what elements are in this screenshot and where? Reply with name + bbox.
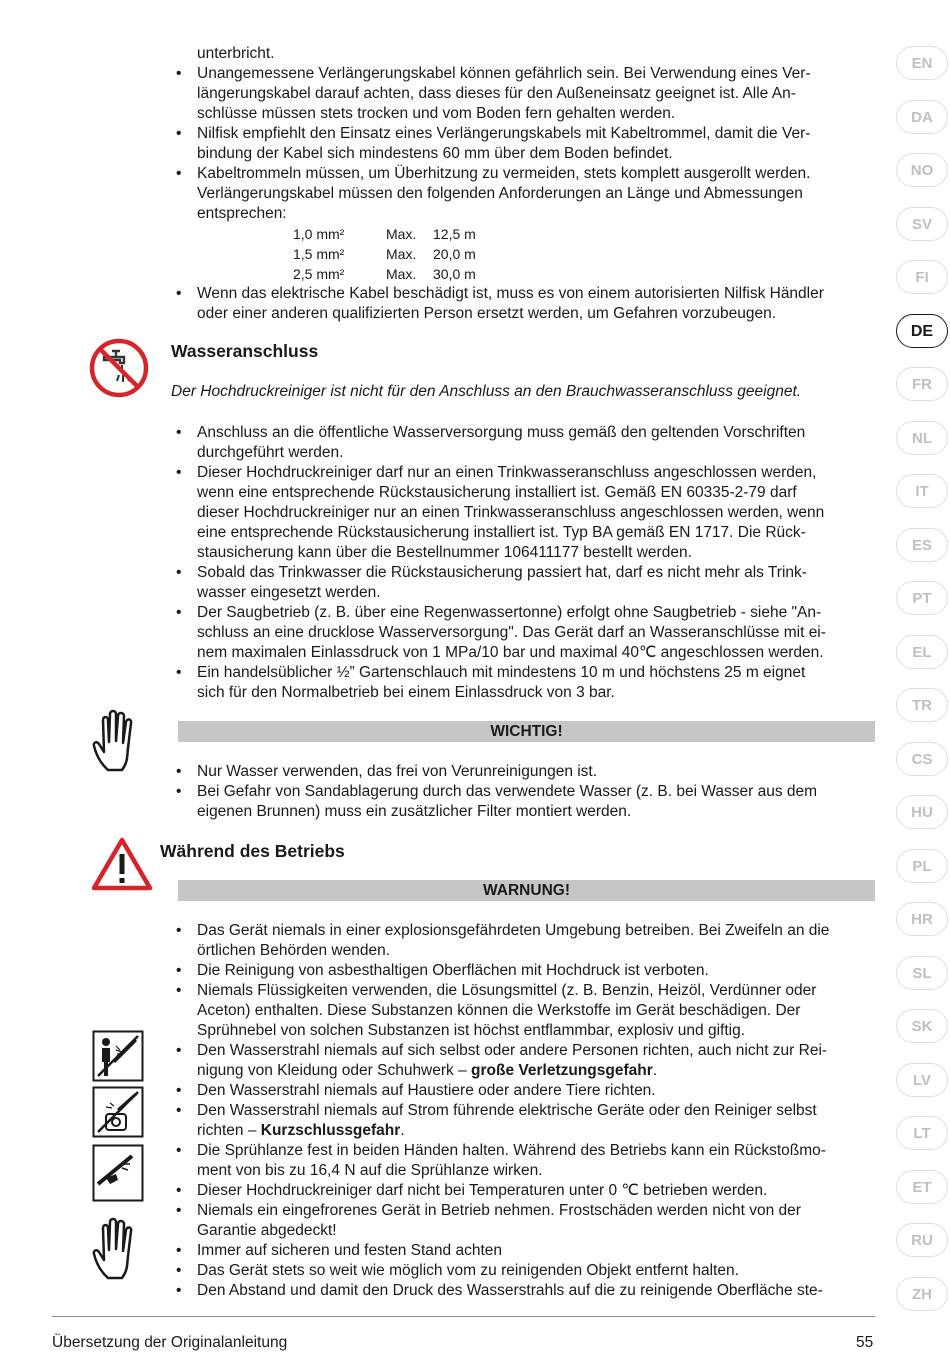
bullet-marker: • bbox=[176, 922, 182, 939]
section-heading-operation: Während des Betriebs bbox=[160, 841, 345, 861]
text-segment: . bbox=[652, 1062, 658, 1079]
bullet-line bbox=[197, 1041, 827, 1061]
bullet-line: nem maximalen Einlassdruck von 1 MPa/10 bar und maximal 40℃ angeschlossen werden. bbox=[197, 644, 824, 661]
bullet-marker: • bbox=[176, 464, 182, 481]
footer-title: Übersetzung der Originalanleitung bbox=[52, 1334, 288, 1351]
bullet-line: Nur Wasser verwenden, das frei von Verunreinigungen ist. bbox=[197, 763, 598, 780]
bullet-marker: • bbox=[176, 763, 182, 780]
language-tab-el[interactable]: EL bbox=[896, 635, 948, 669]
no-spray-electrical-icon bbox=[92, 1086, 144, 1138]
hand-stop-icon bbox=[90, 708, 148, 778]
text-segment: nigung von Kleidung oder Schuhwerk – bbox=[197, 1062, 472, 1079]
bullet-marker: • bbox=[176, 604, 182, 621]
footer-rule bbox=[52, 1316, 875, 1317]
bullet-line: Dieser Hochdruckreiniger darf nur an einen Trinkwasseranschluss angeschlossen werden, bbox=[197, 464, 817, 481]
bullet-marker: • bbox=[176, 982, 182, 999]
bullet-line: wenn eine entsprechende Rückstausicherung installiert ist. Gemäß EN 60335-2-79 darf bbox=[197, 484, 797, 501]
bullet-marker: • bbox=[176, 65, 182, 82]
text-segment: Die Sprühlanze fest in beiden Händen halten. Während des Betriebs kann ein Rückstoßmo- bbox=[197, 1142, 826, 1159]
language-tab-fr[interactable]: FR bbox=[896, 367, 948, 401]
language-tab-es[interactable]: ES bbox=[896, 528, 948, 562]
bullet-line bbox=[197, 921, 829, 941]
language-tab-ru[interactable]: RU bbox=[896, 1223, 948, 1257]
text-segment: Immer auf sicheren und festen Stand achten bbox=[197, 1242, 503, 1259]
text-segment: Niemals Flüssigkeiten verwenden, die Lösungsmittel (z. B. Benzin, Heizöl, Verdünner oder bbox=[197, 982, 817, 999]
bullet-marker: • bbox=[176, 664, 182, 681]
bullet-line bbox=[197, 1201, 801, 1221]
cable-spec-length: 12,5 m bbox=[433, 226, 476, 242]
text-segment: Das Gerät stets so weit wie möglich vom zu reinigenden Objekt entfernt halten. bbox=[197, 1262, 739, 1279]
bullet-line: Sobald das Trinkwasser die Rückstausicherung passiert hat, darf es nicht mehr als Trink- bbox=[197, 564, 807, 581]
bullet-line bbox=[197, 1141, 826, 1161]
water-subtitle: Der Hochdruckreiniger ist nicht für den Anschluss an den Brauchwasseranschluss geeignet. bbox=[171, 383, 802, 400]
bullet-marker: • bbox=[176, 962, 182, 979]
text-segment: . bbox=[400, 1122, 405, 1139]
text-segment: Aceton) enthalten. Diese Substanzen können die Werkstoffe im Gerät beschädigen. Der bbox=[197, 1002, 801, 1019]
text-segment: richten – bbox=[197, 1122, 261, 1139]
text-segment: Niemals ein eingefrorenes Gerät in Betrieb nehmen. Frostschäden werden nicht von der bbox=[197, 1202, 801, 1219]
emphasis-text: große Verletzungsgefahr bbox=[471, 1062, 653, 1079]
text-segment: Sprühnebel von solchen Substanzen ist höchst entflammbar, explosiv und giftig. bbox=[197, 1022, 745, 1039]
language-tab-pl[interactable]: PL bbox=[896, 849, 948, 883]
text-segment: Das Gerät niemals in einer explosionsgefährdeten Umgebung betreiben. Bei Zweifeln an die bbox=[197, 922, 830, 939]
bullet-line bbox=[197, 981, 816, 1001]
cable-spec-length: 30,0 m bbox=[433, 266, 476, 282]
bullet-line: längerungskabel darauf achten, dass dieses für den Außeneinsatz geeignet ist. Alle An- bbox=[197, 85, 796, 102]
language-tab-en[interactable]: EN bbox=[896, 46, 948, 80]
bullet-line: eine entsprechende Rückstausicherung installiert ist. Typ BA gemäß EN 1717. Die Rück- bbox=[197, 524, 806, 541]
bullet-line: schlüsse müssen stets trocken und vom Boden fern gehalten werden. bbox=[197, 105, 676, 122]
bullet-marker: • bbox=[176, 1202, 182, 1219]
bullet-line: Verlängerungskabel müssen den folgenden Anforderungen an Länge und Abmessungen bbox=[197, 185, 803, 202]
language-tab-tr[interactable]: TR bbox=[896, 688, 948, 722]
text-segment: Den Wasserstrahl niemals auf Haustiere oder andere Tiere richten. bbox=[197, 1082, 656, 1099]
bullet-line: dieser Hochdruckreiniger nur an einen Trinkwasseranschluss angeschlossen werden, wenn bbox=[197, 504, 825, 521]
bullet-line: bindung der Kabel sich mindestens 60 mm über dem Boden befindet. bbox=[197, 145, 673, 162]
language-tab-cs[interactable]: CS bbox=[896, 742, 948, 776]
text-segment: Dieser Hochdruckreiniger darf nicht bei Temperaturen unter 0 ℃ betrieben werden. bbox=[197, 1182, 768, 1199]
warning-triangle-icon bbox=[90, 836, 154, 892]
bullet-line: durchgeführt werden. bbox=[197, 444, 344, 461]
bullet-line: Unangemessene Verlängerungskabel können gefährlich sein. Bei Verwendung eines Ver- bbox=[197, 65, 811, 82]
language-tab-nl[interactable]: NL bbox=[896, 421, 948, 455]
language-tab-da[interactable]: DA bbox=[896, 100, 948, 134]
no-service-water-icon bbox=[88, 337, 150, 399]
bullet-marker: • bbox=[176, 1042, 182, 1059]
bullet-line bbox=[197, 1281, 823, 1301]
bullet-marker: • bbox=[176, 424, 182, 441]
language-tab-lv[interactable]: LV bbox=[896, 1063, 948, 1097]
bullet-line: Der Saugbetrieb (z. B. über eine Regenwassertonne) erfolgt ohne Saugbetrieb - siehe "An- bbox=[197, 604, 822, 621]
no-spray-person-icon bbox=[92, 1030, 144, 1082]
section-heading-water: Wasseranschluss bbox=[171, 341, 319, 361]
language-tab-hr[interactable]: HR bbox=[896, 902, 948, 936]
page-number: 55 bbox=[856, 1334, 874, 1351]
language-tab-it[interactable]: IT bbox=[896, 474, 948, 508]
bullet-line: schluss an eine drucklose Wasserversorgung". Das Gerät darf an Wasseranschlüsse mit ei- bbox=[197, 624, 826, 641]
bullet-line: wasser eingesetzt werden. bbox=[197, 584, 381, 601]
language-tab-zh[interactable]: ZH bbox=[896, 1277, 948, 1311]
cable-spec-max: Max. bbox=[386, 266, 417, 282]
hand-stop-icon bbox=[90, 1216, 148, 1286]
text-segment: örtlichen Behörden wenden. bbox=[197, 942, 391, 959]
text-segment: Den Abstand und damit den Druck des Wasserstrahls auf die zu reinigende Oberfläche ste- bbox=[197, 1282, 823, 1299]
language-tab-sl[interactable]: SL bbox=[896, 956, 948, 990]
language-tab-pt[interactable]: PT bbox=[896, 581, 948, 615]
text-segment: Garantie abgedeckt! bbox=[197, 1222, 337, 1239]
bullet-line bbox=[197, 1021, 745, 1041]
emphasis-text: Kurzschlussgefahr bbox=[260, 1122, 401, 1139]
cable-spec-section: 1,5 mm² bbox=[293, 246, 345, 262]
bullet-marker: • bbox=[176, 1242, 182, 1259]
bullet-line bbox=[197, 1081, 656, 1101]
language-tab-et[interactable]: ET bbox=[896, 1170, 948, 1204]
bullet-line bbox=[197, 1181, 767, 1201]
bullet-marker: • bbox=[176, 1082, 182, 1099]
language-tab-sk[interactable]: SK bbox=[896, 1009, 948, 1043]
bullet-line: eigenen Brunnen) muss ein zusätzlicher Filter montiert werden. bbox=[197, 803, 632, 820]
bullet-line bbox=[197, 1001, 800, 1021]
bullet-line: stausicherung kann über die Bestellnummer 106411177 bestellt werden. bbox=[197, 544, 692, 561]
bullet-line: Wenn das elektrische Kabel beschädigt ist, muss es von einem autorisierten Nilfisk Händler bbox=[197, 285, 824, 302]
bullet-line: Kabeltrommeln müssen, um Überhitzung zu vermeiden, stets komplett ausgerollt werden. bbox=[197, 165, 811, 182]
language-tab-hu[interactable]: HU bbox=[896, 795, 948, 829]
bullet-marker: • bbox=[176, 165, 182, 182]
cable-spec-max: Max. bbox=[386, 246, 417, 262]
bullet-marker: • bbox=[176, 125, 182, 142]
bullet-line bbox=[197, 1161, 543, 1181]
language-tab-de[interactable]: DE bbox=[896, 314, 948, 348]
bullet-line: sich für den Normalbetrieb bei einem Einlassdruck von 3 bar. bbox=[197, 684, 615, 701]
bullet-line bbox=[197, 1061, 657, 1081]
bullet-line bbox=[197, 1261, 739, 1281]
bullet-marker: • bbox=[176, 564, 182, 581]
bullet-line: Ein handelsüblicher ½” Gartenschlauch mit mindestens 10 m und höchstens 25 m eignet bbox=[197, 664, 806, 681]
cable-spec-max: Max. bbox=[386, 226, 417, 242]
bullet-line: Bei Gefahr von Sandablagerung durch das verwendete Wasser (z. B. bei Wasser aus dem bbox=[197, 783, 818, 800]
lance-recoil-icon bbox=[92, 1144, 144, 1202]
cable-spec-section: 1,0 mm² bbox=[293, 226, 345, 242]
text-segment: Den Wasserstrahl niemals auf Strom führende elektrische Geräte oder den Reiniger selbst bbox=[197, 1102, 817, 1119]
bullet-marker: • bbox=[176, 1262, 182, 1279]
bullet-line bbox=[197, 1101, 817, 1121]
language-tab-no[interactable]: NO bbox=[896, 153, 948, 187]
bullet-line: oder einer anderen qualifizierten Person ersetzt werden, um Gefahren vorzubeugen. bbox=[197, 305, 777, 322]
cable-spec-length: 20,0 m bbox=[433, 246, 476, 262]
bullet-line: Anschluss an die öffentliche Wasserversorgung muss gemäß den geltenden Vorschriften bbox=[197, 424, 806, 441]
bullet-marker: • bbox=[176, 1142, 182, 1159]
language-tab-fi[interactable]: FI bbox=[896, 260, 948, 294]
bullet-line bbox=[197, 941, 390, 961]
important-bar: WICHTIG! bbox=[178, 721, 875, 742]
bullet-line bbox=[197, 1241, 502, 1261]
bullet-line: entsprechen: bbox=[197, 205, 287, 222]
language-tab-lt[interactable]: LT bbox=[896, 1116, 948, 1150]
bullet-marker: • bbox=[176, 285, 182, 302]
bullet-line: Nilfisk empfiehlt den Einsatz eines Verlängerungskabels mit Kabeltrommel, damit die Ver- bbox=[197, 125, 811, 142]
warning-bar: WARNUNG! bbox=[178, 880, 875, 901]
bullet-marker: • bbox=[176, 1182, 182, 1199]
text-segment: Den Wasserstrahl niemals auf sich selbst oder andere Personen richten, auch nicht zur Rei- bbox=[197, 1042, 828, 1059]
continued-line: unterbricht. bbox=[197, 45, 275, 62]
bullet-line bbox=[197, 961, 709, 981]
bullet-marker: • bbox=[176, 1102, 182, 1119]
cable-spec-section: 2,5 mm² bbox=[293, 266, 345, 282]
bullet-line bbox=[197, 1221, 337, 1241]
bullet-marker: • bbox=[176, 1282, 182, 1299]
bullet-marker: • bbox=[176, 783, 182, 800]
language-tab-sv[interactable]: SV bbox=[896, 207, 948, 241]
bullet-line bbox=[197, 1121, 405, 1141]
text-segment: Die Reinigung von asbesthaltigen Oberflächen mit Hochdruck ist verboten. bbox=[197, 962, 709, 979]
text-segment: ment von bis zu 16,4 N auf die Sprühlanze wirken. bbox=[197, 1162, 543, 1179]
